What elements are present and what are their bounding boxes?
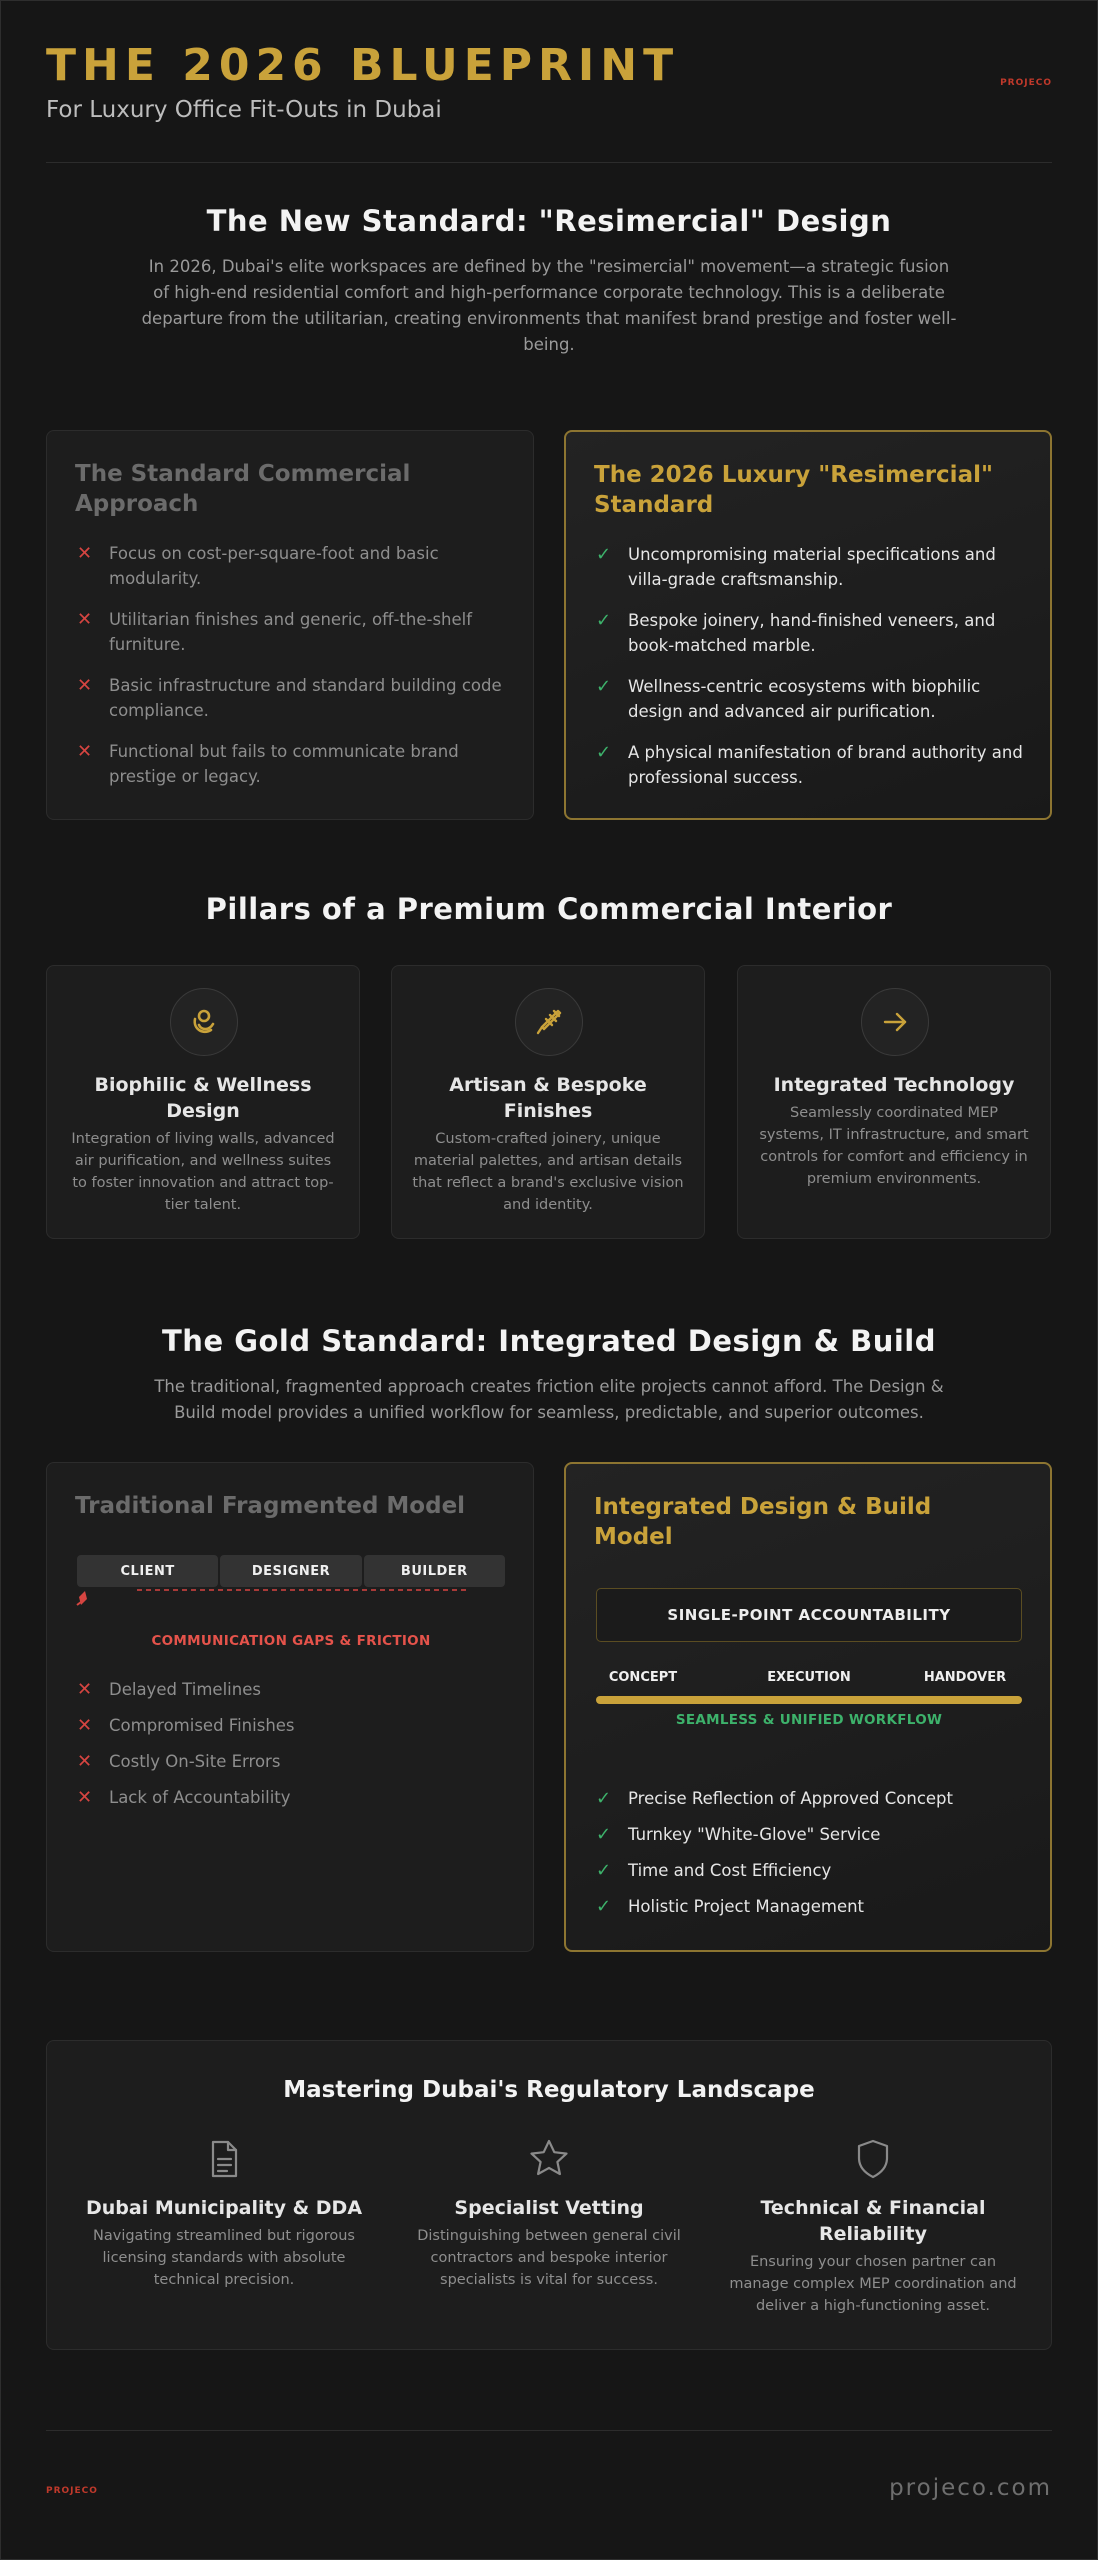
star-icon [527,2137,571,2181]
gold-standard-text: The traditional, fragmented approach creates friction elite projects cannot afford. The Design & Build model provides a unified workflow for seamless, predictable, and superior outcomes. [154,1377,944,1422]
list-item: ✓ A physical manifestation of brand authority and professional success. [596,742,1023,787]
regulatory-item [74,2137,374,2291]
footer-logo: PROJECO [46,2486,98,2496]
standard-approach-card [46,430,534,820]
regulatory-item-title: Specialist Vetting [454,2197,644,2219]
workflow-bar [596,1696,1022,1704]
leaf-wellness-icon [170,988,238,1056]
role-pill-builder: BUILDER [364,1555,505,1587]
regulatory-item [399,2137,699,2291]
pillar-title: Integrated Technology [773,1074,1015,1096]
standard-approach-list [77,541,507,805]
cross-icon: ✕ [77,1787,93,1808]
list-item: ✕ Costly On-Site Errors [77,1751,281,1772]
traditional-model-card [46,1462,534,1952]
list-item: ✕ Functional but fails to communicate brand prestige or legacy. [77,741,459,786]
feather-brush-icon [515,988,583,1056]
regulatory-item-description: Navigating streamlined but rigorous licensing standards with absolute technical precision. [93,2228,355,2288]
list-item: ✕ Utilitarian finishes and generic, off-the-shelf furniture. [77,609,473,654]
role-pill-designer: DESIGNER [220,1555,361,1587]
standard-approach-title: The Standard Commercial Approach [75,461,411,517]
intro-text: In 2026, Dubai's elite workspaces are defined by the "resimercial" movement—a strategic fusion of high-end residential comfort and high-performance corporate technology. This is a deliberate departure from the utilitarian, creating environments that manifest brand prestige and foster well-being. [141,257,957,354]
check-icon: ✓ [596,610,612,631]
phase-concept: CONCEPT [608,1670,678,1685]
role-pill-client: CLIENT [77,1555,218,1587]
footer-divider [46,2430,1052,2431]
intro-heading: The New Standard: "Resimercial" Design [206,204,892,238]
phase-execution: EXECUTION [767,1670,851,1685]
list-item: ✕ Compromised Finishes [77,1715,295,1736]
cross-icon: ✕ [77,543,93,564]
check-icon: ✓ [596,1788,612,1809]
cross-icon: ✕ [77,741,93,762]
cross-icon: ✕ [77,609,93,630]
header-divider [46,162,1052,163]
shield-icon [851,2137,895,2181]
footer-website-link[interactable]: projeco.com [889,2475,1052,2501]
check-icon: ✓ [596,544,612,565]
check-icon: ✓ [596,1824,612,1845]
pillar-description: Integration of living walls, advanced air purification, and wellness suites to foster innovation and attract top-tier talent. [71,1131,335,1213]
list-item: ✓ Bespoke joinery, hand-finished veneers, and book-matched marble. [596,610,996,655]
pillar-card-technology [737,965,1051,1239]
list-item: ✓ Holistic Project Management [596,1896,865,1917]
list-item: ✓ Wellness-centric ecosystems with biophilic design and advanced air purification. [596,676,981,721]
regulatory-item-description: Distinguishing between general civil contractors and bespoke interior specialists is vital for success. [417,2228,681,2288]
list-item: ✕ Lack of Accountability [77,1787,291,1808]
regulatory-section [46,2040,1052,2350]
seamless-workflow-label: SEAMLESS & UNIFIED WORKFLOW [675,1712,943,1728]
list-item: ✓ Turnkey "White-Glove" Service [596,1824,881,1845]
pillar-card-artisan [391,965,705,1239]
list-item: ✕ Basic infrastructure and standard building code compliance. [77,675,502,720]
traditional-model-list [77,1677,507,1821]
list-item: ✓ Time and Cost Efficiency [596,1860,832,1881]
integrated-model-card [564,1462,1052,1952]
cross-icon: ✕ [77,1679,93,1700]
traditional-model-title: Traditional Fragmented Model [75,1493,466,1519]
brand-logo: PROJECO [1000,78,1052,88]
list-item: ✕ Delayed Timelines [77,1679,261,1700]
page-subtitle: For Luxury Office Fit-Outs in Dubai [46,97,442,123]
pillar-title: Biophilic & Wellness Design [94,1074,312,1122]
list-item: ✕ Focus on cost-per-square-foot and basic modularity. [77,543,439,588]
list-item: ✓ Uncompromising material specifications and villa-grade craftsmanship. [596,544,996,589]
regulatory-heading: Mastering Dubai's Regulatory Landscape [283,2077,815,2103]
role-pills [77,1555,505,1587]
gold-standard-heading: The Gold Standard: Integrated Design & Build [162,1324,936,1358]
document-icon [202,2137,246,2181]
check-icon: ✓ [596,1860,612,1881]
single-point-accountability-box: SINGLE-POINT ACCOUNTABILITY [596,1588,1022,1642]
arrow-right-icon [861,988,929,1056]
pillar-description: Seamlessly coordinated MEP systems, IT infrastructure, and smart controls for comfort and efficiency in premium environments. [759,1105,1029,1187]
integrated-model-list [596,1786,1026,1930]
friction-gap-icon [75,1587,495,1613]
regulatory-item-title: Dubai Municipality & DDA [85,2197,363,2219]
regulatory-item [723,2137,1023,2317]
check-icon: ✓ [596,676,612,697]
cross-icon: ✕ [77,1751,93,1772]
cross-icon: ✕ [77,675,93,696]
regulatory-item-title: Technical & Financial Reliability [760,2197,986,2245]
pillars-heading: Pillars of a Premium Commercial Interior [205,892,893,926]
page-title: THE 2026 BLUEPRINT [46,40,680,91]
luxury-standard-list [596,542,1026,806]
pillar-description: Custom-crafted joinery, unique material palettes, and artisan details that reflect a brand's exclusive vision and identity. [412,1131,684,1213]
luxury-standard-card [564,430,1052,820]
pillar-card-biophilic [46,965,360,1239]
communication-gaps-label: COMMUNICATION GAPS & FRICTION [151,1633,431,1649]
pillar-title: Artisan & Bespoke Finishes [449,1074,647,1122]
regulatory-item-description: Ensuring your chosen partner can manage complex MEP coordination and deliver a high-functioning asset. [729,2254,1017,2314]
integrated-model-title: Integrated Design & Build Model [594,1494,932,1550]
list-item: ✓ Precise Reflection of Approved Concept [596,1788,953,1809]
phase-handover: HANDOVER [923,1670,1007,1685]
check-icon: ✓ [596,1896,612,1917]
luxury-standard-title: The 2026 Luxury "Resimercial" Standard [594,462,993,518]
check-icon: ✓ [596,742,612,763]
cross-icon: ✕ [77,1715,93,1736]
